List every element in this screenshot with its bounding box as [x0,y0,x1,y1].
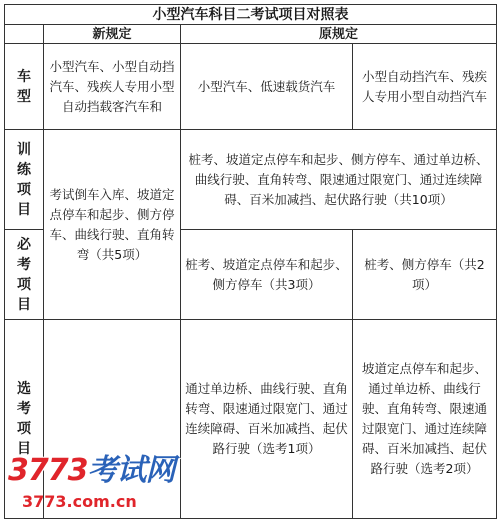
required-old-right-cell: 桩考、侧方停车（共2项） [353,230,497,320]
watermark-logo: 3773考试网 [8,453,175,488]
vehicle-old-left-cell: 小型汽车、低速载货汽车 [181,44,353,130]
optional-old-left-cell: 通过单边桥、曲线行驶、直角转弯、限速通过限宽门、通过连续障碍、百米加减挡、起伏路行驶（选考1项） [181,320,353,519]
training-old-cell: 桩考、坡道定点停车和起步、侧方停车、通过单边桥、曲线行驶、直角转弯、限速通过限宽门、通过连续障碍、百米加减挡、起伏路行驶（共10项） [181,130,497,230]
watermark-url: 3773.com.cn [22,492,137,511]
vehicle-new-cell: 小型汽车、小型自动挡汽车、残疾人专用小型自动挡载客汽车和 [44,44,181,130]
optional-old-right-cell: 坡道定点停车和起步、通过单边桥、曲线行驶、直角转弯、限速通过限宽门、通过连续障碍、百米加减挡、起伏路行驶（选考2项） [353,320,497,519]
comparison-table [4,4,497,519]
row-label-optional: 选考项目 [5,320,44,519]
table-title: 小型汽车科目二考试项目对照表 [5,5,497,25]
header-corner [5,25,44,44]
row-label-vehicle: 车型 [5,44,44,130]
row-label-required: 必考项目 [5,230,44,320]
header-new-rules: 新规定 [44,25,181,44]
new-items-cell: 考试倒车入库、坡道定点停车和起步、侧方停车、曲线行驶、直角转弯（共5项） [44,130,181,320]
optional-new-cell [44,320,181,519]
header-old-rules: 原规定 [181,25,497,44]
required-old-left-cell: 桩考、坡道定点停车和起步、侧方停车（共3项） [181,230,353,320]
row-label-training: 训练项目 [5,130,44,230]
vehicle-old-right-cell: 小型自动挡汽车、残疾人专用小型自动挡汽车 [353,44,497,130]
